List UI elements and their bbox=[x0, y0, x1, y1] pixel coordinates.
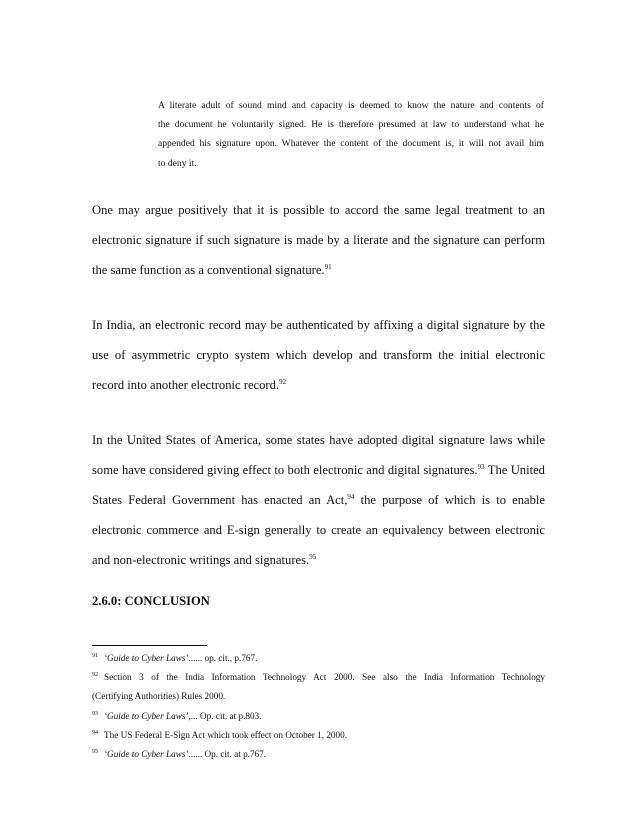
paragraph-line bbox=[92, 485, 545, 515]
footnote-ref-94[interactable]: 94 bbox=[347, 493, 355, 501]
quote-line: A literate adult of sound mind and capacity is deemed to know the nature and contents of bbox=[158, 100, 544, 111]
paragraph-text: record into another electronic record. bbox=[92, 378, 280, 392]
footnote-92-continued: (Certifying Authorities) Rules 2000. bbox=[92, 691, 226, 702]
footnote-text: Section 3 of the India Information Technology Act 2000. See also the India Information Technology bbox=[104, 672, 545, 683]
paragraph-text: and non-electronic writings and signatures. bbox=[92, 553, 310, 567]
paragraph-text: States Federal Government has enacted an Act, bbox=[92, 493, 348, 507]
quote-line: appended his signature upon. Whatever the content of the document is, it will not avail him bbox=[158, 138, 544, 150]
paragraph-line: use of asymmetric crypto system which develop and transform the initial electronic bbox=[92, 348, 545, 362]
footnotes bbox=[92, 649, 545, 764]
block-quote bbox=[158, 96, 544, 173]
footnote-title: ‘Guide to Cyber Laws’ bbox=[104, 749, 189, 760]
footnote-93 bbox=[92, 707, 545, 726]
paragraph-line bbox=[92, 370, 545, 400]
quote-line: to deny it. bbox=[158, 157, 197, 169]
footnote-number: 91 bbox=[92, 653, 98, 659]
quote-line: the document he voluntarily signed. He is therefore presumed at law to understand what he bbox=[158, 119, 544, 131]
footnote-ref-93[interactable]: 93 bbox=[477, 463, 485, 471]
paragraph-line bbox=[92, 545, 545, 575]
paragraph-india bbox=[92, 310, 545, 400]
paragraph-legal-treatment bbox=[92, 195, 545, 285]
paragraph-line: One may argue positively that it is possible to accord the same legal treatment to an bbox=[92, 203, 545, 217]
footnote-ref-92[interactable]: 92 bbox=[279, 378, 287, 386]
footnote-ref-95[interactable]: 95 bbox=[309, 553, 317, 561]
footnote-text: ...... Op. cit. at p.767. bbox=[188, 749, 267, 760]
section-heading: 2.6.0: CONCLUSION bbox=[92, 594, 210, 608]
paragraph-text: The United bbox=[484, 463, 545, 477]
footnote-number: 94 bbox=[92, 729, 98, 736]
footnote-number: 93 bbox=[92, 710, 98, 717]
footnote-number: 95 bbox=[92, 749, 98, 756]
footnote-title: ‘Guide to Cyber Laws’ bbox=[104, 710, 189, 721]
footnote-text: ...... op. cit., p.767. bbox=[188, 653, 258, 663]
footnote-text: ,... Op. cit. at p.803. bbox=[188, 710, 262, 721]
paragraph-line bbox=[92, 455, 545, 485]
paragraph-text: the purpose of which is to enable bbox=[354, 493, 546, 507]
paragraph-text: some have considered giving effect to both electronic and digital signatures. bbox=[92, 463, 478, 477]
footnote-text: The US Federal E-Sign Act which took effect on October 1, 2000. bbox=[104, 729, 347, 740]
footnote-ref-91[interactable]: 91 bbox=[324, 263, 332, 271]
footnote-91 bbox=[92, 649, 545, 668]
paragraph-line bbox=[92, 255, 545, 285]
paragraph-line: In India, an electronic record may be authenticated by affixing a digital signature by the bbox=[92, 318, 545, 332]
paragraph-usa bbox=[92, 425, 545, 575]
footnote-95 bbox=[92, 745, 545, 764]
footnote-number: 92 bbox=[92, 672, 98, 679]
footnote-divider bbox=[92, 645, 207, 646]
footnote-title: ‘Guide to Cyber Laws’ bbox=[104, 653, 189, 663]
footnote-92 bbox=[92, 668, 545, 687]
paragraph-text: the same function as a conventional signature. bbox=[92, 263, 325, 277]
footnote-94 bbox=[92, 726, 545, 745]
paragraph-line: electronic signature if such signature is made by a literate and the signature can perform bbox=[92, 233, 545, 247]
paragraph-line: In the United States of America, some states have adopted digital signature laws while bbox=[92, 433, 545, 447]
paragraph-line: electronic commerce and E-sign generally to create an equivalency between electronic bbox=[92, 523, 545, 537]
